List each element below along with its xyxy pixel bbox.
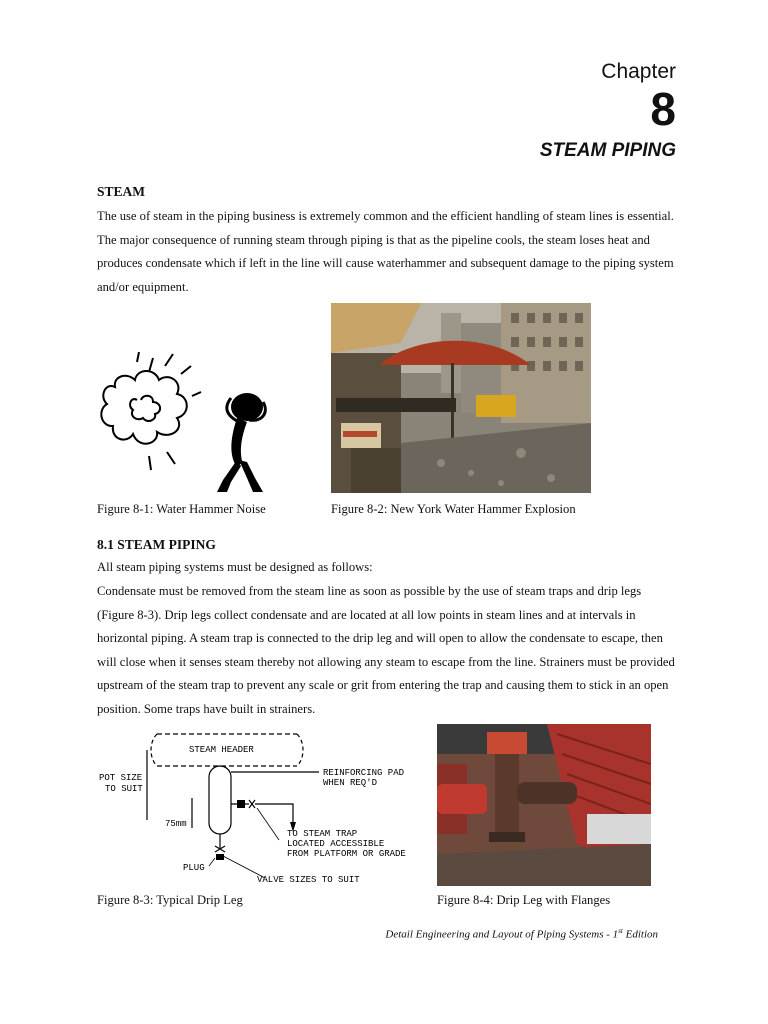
page-footer: Detail Engineering and Layout of Piping Systems - 1st Edition — [385, 927, 658, 941]
water-hammer-cartoon — [97, 352, 287, 497]
steam-paragraph: The use of steam in the piping business is extremely common and the efficient handling of steam lines is essential. The major consequence of running steam through piping is that as the pipeline cools, the steam loses heat and produces condensate which if left in the line will cause waterhammer and subsequent damage to the piping system and/or equipment. — [97, 209, 674, 294]
section-heading-steam-piping: 8.1 STEAM PIPING — [97, 537, 216, 552]
diagram-label-reinforcing: REINFORCING PAD — [323, 768, 405, 778]
new-york-explosion-photo — [331, 303, 591, 493]
figure-8-3-caption: Figure 8-3: Typical Drip Leg — [97, 893, 243, 907]
drip-leg-flanges-photo — [437, 724, 651, 886]
steam-piping-paragraph: Condensate must be removed from the steam line as soon as possible by the use of steam traps and drip legs (Figure 8-3). Drip legs collect condensate and are located at all low points in steam lines and at intervals in horizontal piping. A steam trap is connected to the drip leg and will open to allow the condensate to escape, then will close when it senses steam thereby not allowing any steam to escape from the line. Strainers must be provided upstream of the steam trap to prevent any scale or grit from entering the trap and causing them to stick in an open position. Some traps have built in strainers. — [97, 584, 675, 716]
diagram-label-plug: PLUG — [183, 863, 205, 873]
figure-8-2-caption: Figure 8-2: New York Water Hammer Explosion — [331, 502, 576, 516]
diagram-label-to-steam-trap: TO STEAM TRAP — [287, 829, 358, 839]
diagram-label-valve-sizes: VALVE SIZES TO SUIT — [257, 875, 360, 885]
diagram-label-steam-header: STEAM HEADER — [189, 745, 254, 755]
drip-leg-diagram — [97, 728, 417, 890]
steam-piping-intro: All steam piping systems must be designed as follows: — [97, 560, 373, 574]
chapter-number: 8 — [650, 83, 676, 135]
diagram-label-to-suit: TO SUIT — [105, 784, 143, 794]
figure-8-1-caption: Figure 8-1: Water Hammer Noise — [97, 502, 266, 516]
diagram-label-pot-size: POT SIZE — [99, 773, 143, 783]
diagram-label-75mm: 75mm — [165, 819, 187, 829]
diagram-label-when-reqd: WHEN REQ'D — [323, 778, 378, 788]
section-heading-steam: STEAM — [97, 184, 146, 199]
figure-8-4-caption: Figure 8-4: Drip Leg with Flanges — [437, 893, 611, 907]
chapter-title: STEAM PIPING — [539, 140, 676, 161]
diagram-label-platform: FROM PLATFORM OR GRADE — [287, 849, 406, 859]
diagram-label-accessible: LOCATED ACCESSIBLE — [287, 839, 385, 849]
chapter-label: Chapter — [601, 60, 676, 83]
